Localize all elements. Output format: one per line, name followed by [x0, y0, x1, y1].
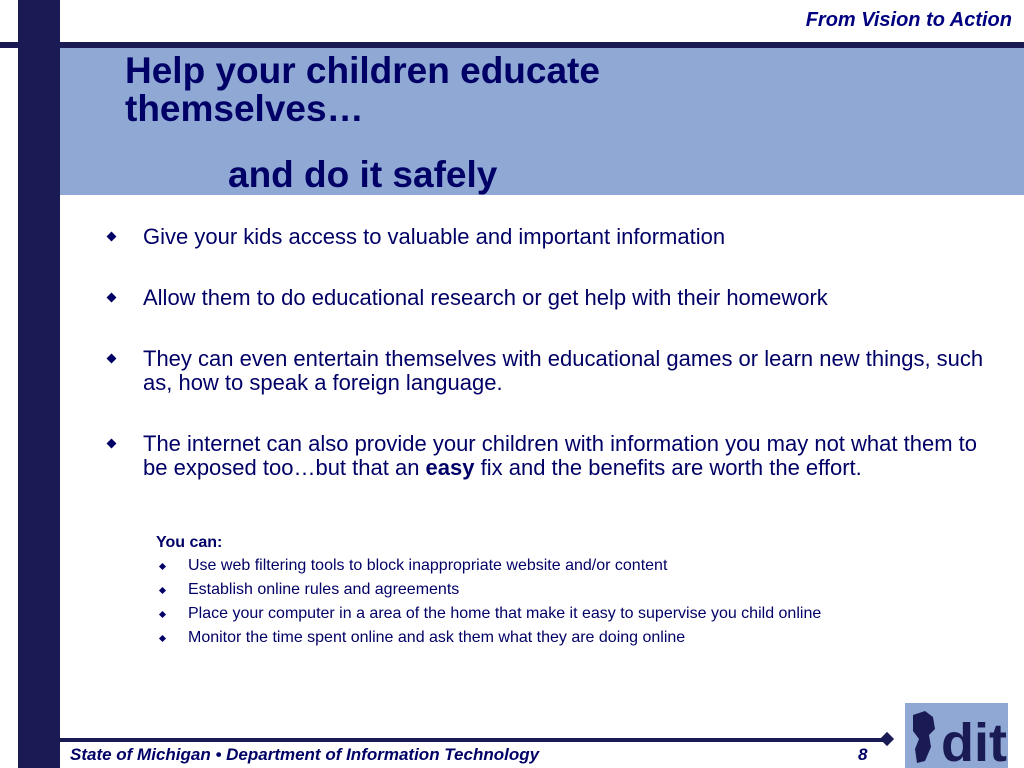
diamond-bullet-icon — [159, 611, 166, 618]
sub-bullet-text: Use web filtering tools to block inappropriate website and/or content — [188, 557, 668, 574]
bullet-item — [104, 286, 984, 310]
title-line-1: Help your children educate — [125, 50, 600, 91]
diamond-bullet-icon — [159, 587, 166, 594]
title-line-2: themselves… — [125, 88, 364, 129]
bullet-text-after: fix and the benefits are worth the effort. — [474, 455, 862, 480]
bullet-item — [104, 225, 984, 249]
sub-bullet-text: Place your computer in a area of the home that make it easy to supervise you child online — [188, 605, 822, 622]
footer-diamond-icon — [880, 732, 894, 746]
diamond-bullet-icon — [159, 563, 166, 570]
bullet-item — [104, 347, 984, 395]
main-bullet-list — [104, 225, 984, 517]
dit-logo — [905, 703, 1008, 768]
bullet-text: They can even entertain themselves with educational games or learn new things, such as, how to speak a foreign language. — [143, 346, 984, 395]
diamond-bullet-icon — [159, 635, 166, 642]
diamond-bullet-icon — [107, 439, 117, 449]
sub-bullet-item — [158, 581, 938, 599]
footer-rule — [60, 738, 888, 742]
bullet-emphasis: easy — [425, 455, 475, 480]
sub-bullet-item — [158, 629, 938, 647]
you-can-label: You can: — [156, 534, 223, 551]
you-can-list — [158, 557, 938, 653]
footer-organization: State of Michigan • Department of Information Technology — [70, 745, 540, 764]
bullet-item — [104, 432, 984, 480]
bullet-text-before: The internet can also provide your children with information you may not what them to be exposed too…but that an — [143, 431, 977, 480]
sub-bullet-text: Monitor the time spent online and ask them what they are doing online — [188, 629, 686, 646]
diamond-bullet-icon — [107, 354, 117, 364]
sub-bullet-item — [158, 605, 938, 623]
logo-text: dit — [941, 713, 1007, 768]
bullet-text: Allow them to do educational research or get help with their homework — [143, 285, 828, 310]
sub-bullet-item — [158, 557, 938, 575]
slide-title — [125, 52, 600, 128]
left-sidebar-bar — [18, 0, 60, 768]
bullet-text: Give your kids access to valuable and important information — [143, 224, 726, 249]
header-tagline: From Vision to Action — [805, 9, 1012, 31]
diamond-bullet-icon — [107, 232, 117, 242]
slide-subtitle: and do it safely — [228, 154, 498, 195]
diamond-bullet-icon — [107, 293, 117, 303]
page-number: 8 — [858, 745, 868, 764]
sub-bullet-text: Establish online rules and agreements — [188, 581, 460, 598]
